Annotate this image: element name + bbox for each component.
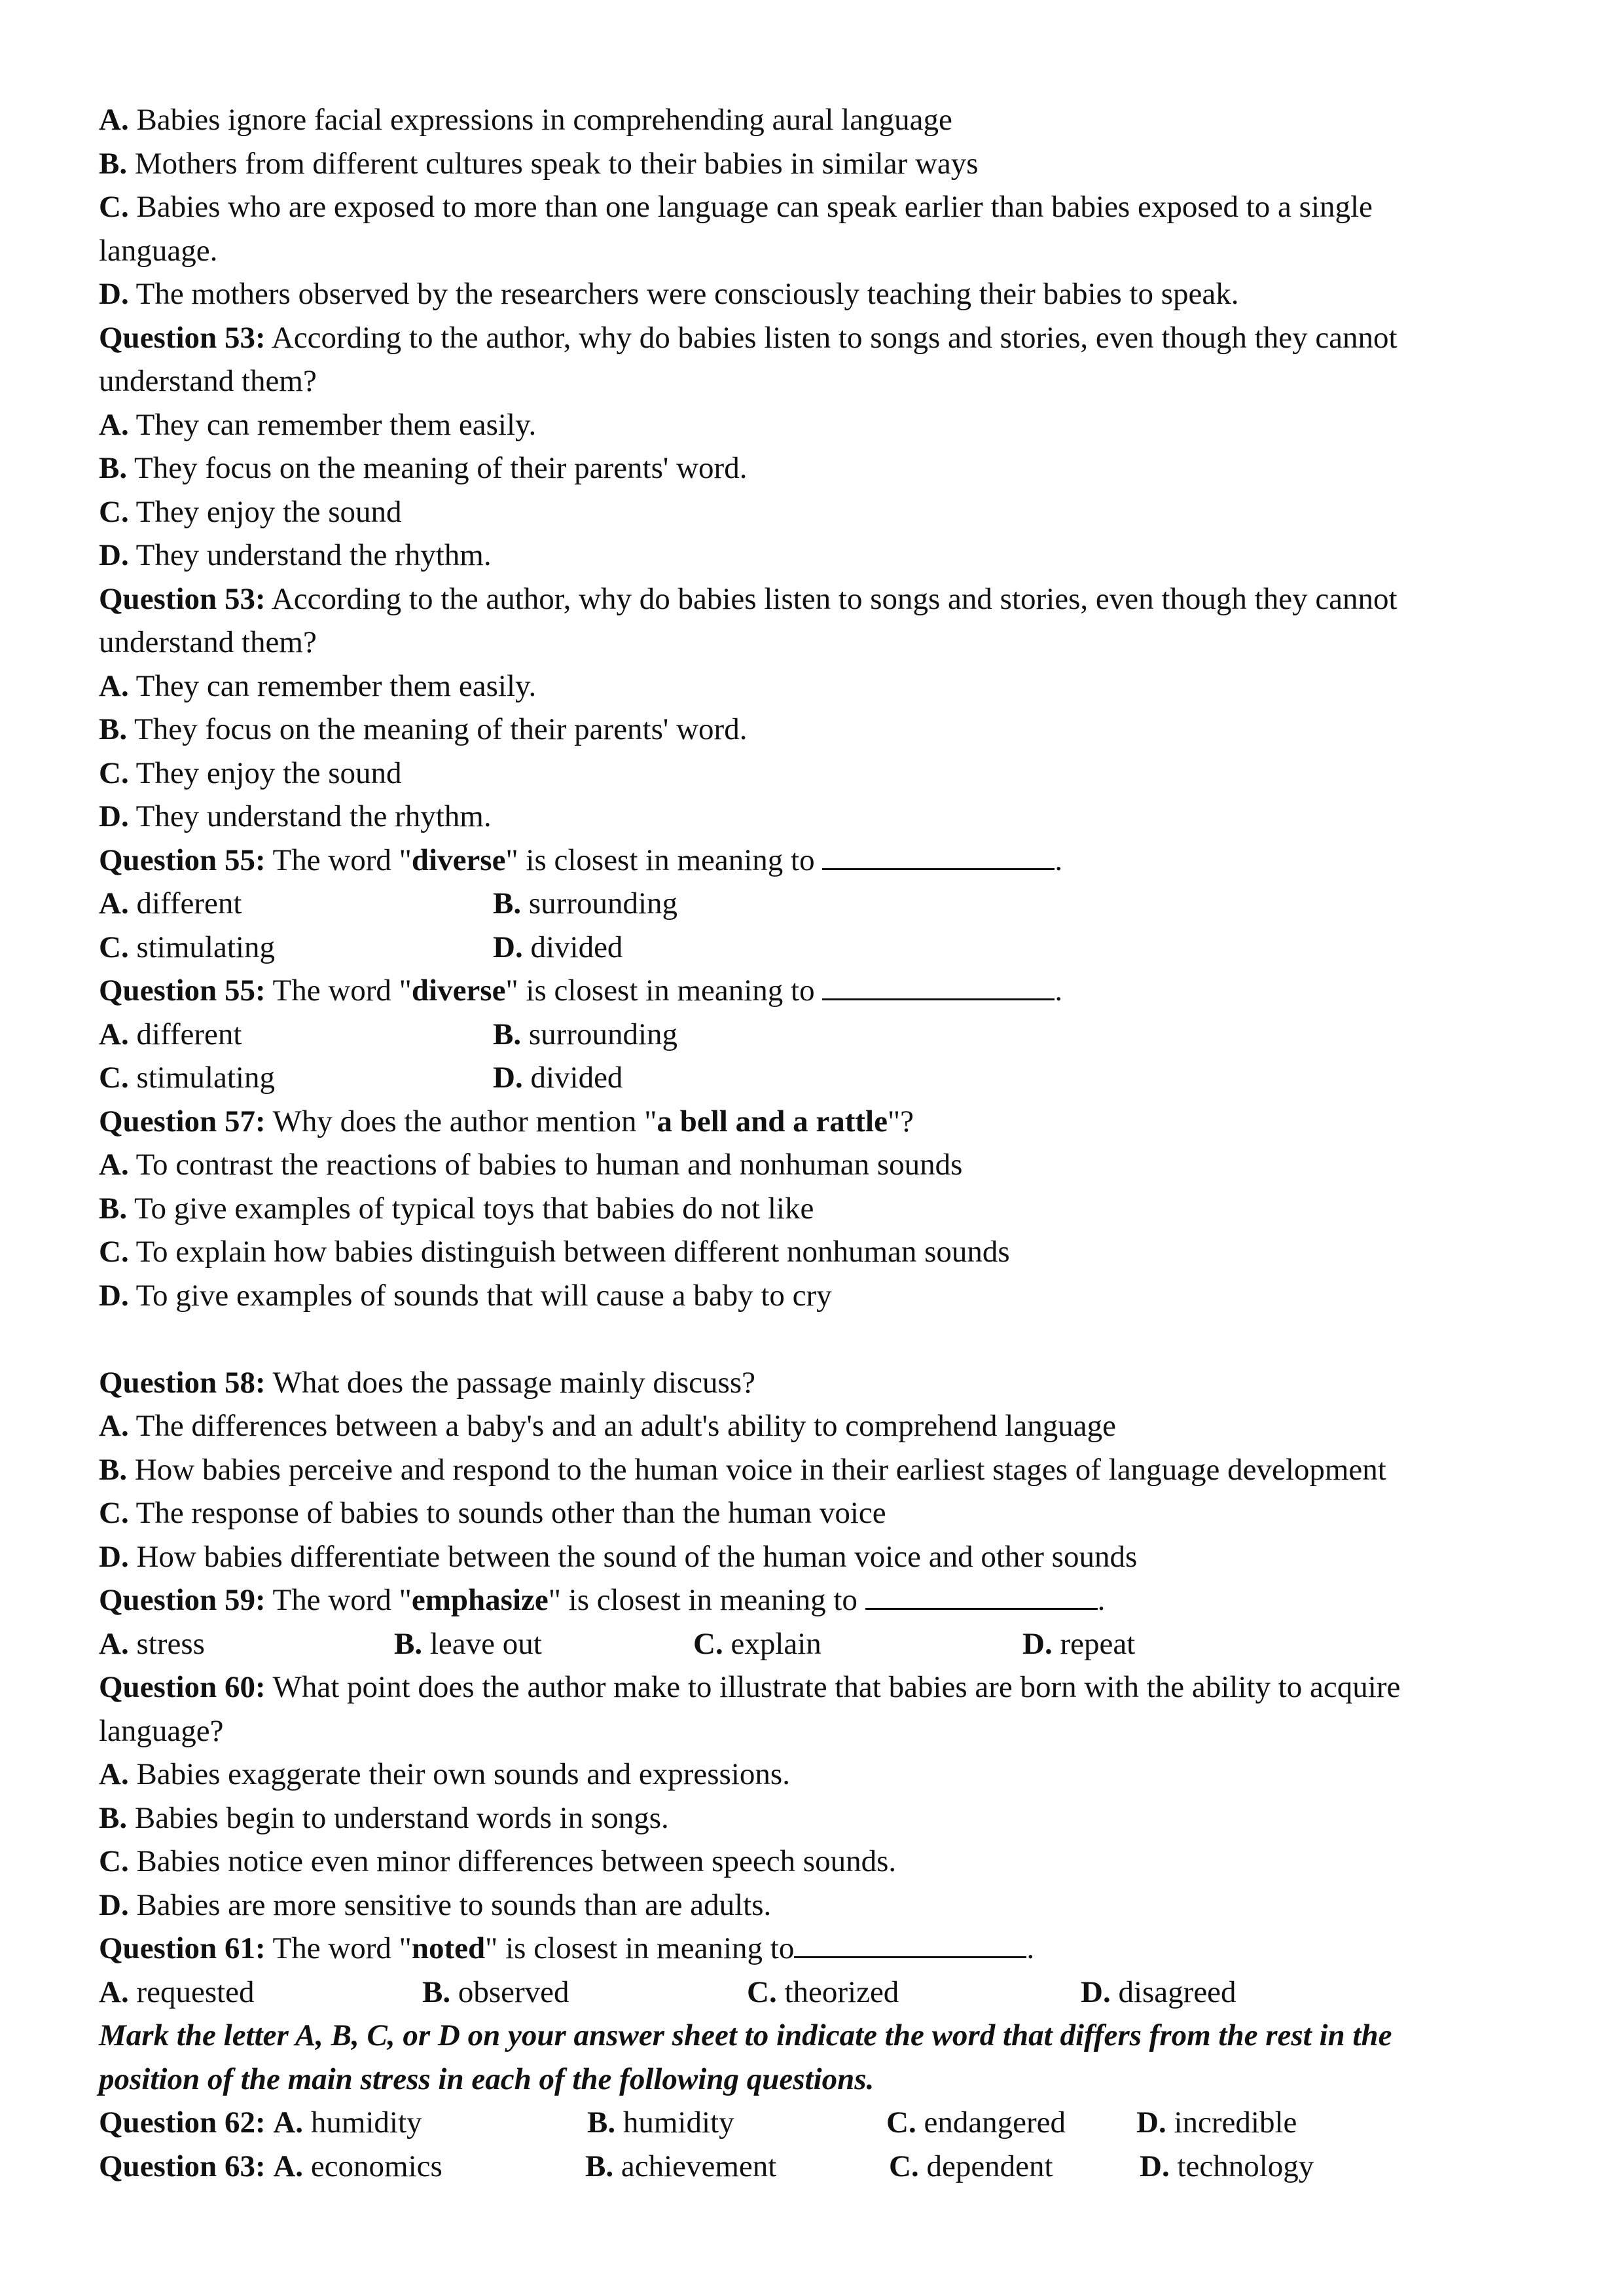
option-text: They focus on the meaning of their parents' word. bbox=[134, 451, 748, 485]
option-d bbox=[99, 1884, 1506, 1927]
option-text: theorized bbox=[784, 1975, 899, 2009]
option-text: leave out bbox=[429, 1626, 542, 1661]
option-text: They can remember them easily. bbox=[135, 668, 537, 703]
question-60 bbox=[99, 1666, 1506, 1927]
question-stem bbox=[99, 1666, 1506, 1709]
option-text: To give examples of sounds that will cause a baby to cry bbox=[135, 1278, 832, 1313]
target-word: diverse bbox=[411, 843, 506, 877]
option-text: How babies perceive and respond to the human voice in their earliest stages of language development bbox=[134, 1452, 1386, 1487]
question-stem bbox=[99, 1578, 1506, 1622]
option-text: To contrast the reactions of babies to human and nonhuman sounds bbox=[135, 1148, 963, 1182]
option-c bbox=[747, 1971, 899, 2014]
option-letter: A. bbox=[99, 886, 129, 920]
option-text: dependent bbox=[926, 2149, 1053, 2183]
option-letter: D. bbox=[1081, 1975, 1111, 2009]
question-label: Question 58: bbox=[99, 1365, 266, 1400]
option-letter: A. bbox=[99, 1017, 129, 1051]
option-letter: C. bbox=[99, 190, 129, 224]
option-letter: A. bbox=[99, 1975, 129, 2009]
option-c bbox=[99, 185, 1506, 229]
option-d bbox=[99, 534, 1506, 577]
option-text: surrounding bbox=[528, 1017, 678, 1051]
question-text: . bbox=[1055, 974, 1063, 1008]
option-d bbox=[1081, 1971, 1236, 2014]
option-a bbox=[99, 2145, 442, 2189]
option-letter: A. bbox=[99, 1757, 129, 1791]
question-text: The word " bbox=[272, 1583, 412, 1617]
question-text: " is closest in meaning to bbox=[485, 1931, 795, 1965]
question-label: Question 61: bbox=[99, 1931, 266, 1965]
option-letter: D. bbox=[99, 799, 129, 833]
option-letter: D. bbox=[493, 1061, 523, 1095]
option-text: different bbox=[136, 1017, 242, 1051]
option-letter: B. bbox=[422, 1975, 451, 2009]
option-c bbox=[99, 926, 275, 970]
question-text: . bbox=[1097, 1583, 1106, 1617]
question-text: What point does the author make to illustrate that babies are born with the ability to acquire bbox=[272, 1670, 1401, 1704]
option-text: disagreed bbox=[1118, 1975, 1236, 2009]
question-58 bbox=[99, 1361, 1506, 1579]
option-text: They enjoy the sound bbox=[135, 494, 402, 529]
option-letter: B. bbox=[99, 451, 128, 485]
option-letter: D. bbox=[99, 1539, 129, 1574]
option-letter: B. bbox=[99, 1452, 128, 1487]
question-text: " is closest in meaning to bbox=[548, 1583, 865, 1617]
option-letter: C. bbox=[99, 1061, 129, 1095]
question-53-repeat bbox=[99, 577, 1506, 839]
option-text: The response of babies to sounds other than the human voice bbox=[135, 1496, 886, 1530]
answer-blank bbox=[865, 1580, 1098, 1610]
question-stem bbox=[99, 969, 1506, 1013]
option-d bbox=[99, 272, 1506, 316]
option-text: requested bbox=[136, 1975, 255, 2009]
option-b bbox=[587, 2101, 734, 2145]
question-text: . bbox=[1026, 1931, 1035, 1965]
question-stem bbox=[99, 577, 1506, 621]
option-letter: C. bbox=[693, 1626, 723, 1661]
question-text: understand them? bbox=[99, 625, 317, 659]
option-letter: A. bbox=[273, 2105, 304, 2140]
option-a bbox=[99, 403, 1506, 447]
question-55-repeat bbox=[99, 969, 1506, 1100]
option-text: surrounding bbox=[528, 886, 678, 920]
options-row bbox=[99, 882, 1506, 926]
target-word: noted bbox=[411, 1931, 486, 1965]
section-instruction bbox=[99, 2014, 1506, 2101]
option-letter: A. bbox=[99, 1148, 129, 1182]
question-stem bbox=[99, 1927, 1506, 1971]
question-stem-continued bbox=[99, 621, 1506, 665]
question-label: Question 60: bbox=[99, 1670, 266, 1704]
option-letter: D. bbox=[493, 930, 523, 964]
option-letter: A. bbox=[99, 407, 129, 442]
option-text: stimulating bbox=[136, 1061, 275, 1095]
question-text: The word " bbox=[272, 843, 412, 877]
option-d bbox=[99, 1274, 1506, 1318]
option-b bbox=[99, 708, 1506, 752]
option-b bbox=[99, 1448, 1506, 1492]
option-c bbox=[99, 752, 1506, 795]
question-text: According to the author, why do babies listen to songs and stories, even though they cannot bbox=[271, 320, 1398, 355]
option-c bbox=[99, 1491, 1506, 1535]
option-letter: D. bbox=[99, 1887, 129, 1922]
option-letter: D. bbox=[1140, 2149, 1170, 2183]
target-word: emphasize bbox=[411, 1583, 549, 1617]
option-letter: D. bbox=[99, 538, 129, 572]
option-d bbox=[493, 926, 623, 970]
question-text: understand them? bbox=[99, 364, 317, 398]
option-letter: D. bbox=[1136, 2105, 1166, 2140]
option-text: stimulating bbox=[136, 930, 275, 964]
option-text: They focus on the meaning of their parents' word. bbox=[134, 712, 748, 746]
option-text: Mothers from different cultures speak to their babies in similar ways bbox=[134, 146, 979, 181]
instruction-line: position of the main stress in each of the following questions. bbox=[99, 2062, 875, 2096]
option-letter: C. bbox=[99, 1235, 129, 1269]
option-text: economics bbox=[310, 2149, 442, 2183]
option-text: observed bbox=[458, 1975, 569, 2009]
option-text: technology bbox=[1177, 2149, 1314, 2183]
option-letter: A. bbox=[99, 668, 129, 703]
question-stem-continued bbox=[99, 359, 1506, 403]
option-letter: B. bbox=[99, 1800, 128, 1835]
option-b bbox=[493, 1013, 677, 1057]
option-c bbox=[99, 1230, 1506, 1274]
option-letter: C. bbox=[747, 1975, 777, 2009]
option-text: stress bbox=[136, 1626, 205, 1661]
question-text: What does the passage mainly discuss? bbox=[272, 1365, 755, 1400]
option-letter: B. bbox=[99, 1191, 128, 1226]
question-label: Question 63: bbox=[99, 2149, 266, 2183]
question-stem bbox=[99, 1361, 1506, 1405]
question-text: According to the author, why do babies listen to songs and stories, even though they cannot bbox=[271, 581, 1398, 616]
question-59 bbox=[99, 1578, 1506, 1666]
option-a bbox=[99, 1622, 205, 1666]
question-label: Question 55: bbox=[99, 974, 266, 1008]
option-letter: B. bbox=[99, 146, 128, 181]
option-c bbox=[99, 490, 1506, 534]
question-62 bbox=[99, 2101, 1506, 2145]
option-text: repeat bbox=[1060, 1626, 1136, 1661]
option-d bbox=[1140, 2145, 1314, 2189]
question-63 bbox=[99, 2145, 1506, 2189]
answer-blank bbox=[822, 841, 1055, 870]
option-letter: A. bbox=[99, 103, 129, 137]
option-letter: C. bbox=[99, 494, 129, 529]
option-letter: D. bbox=[1022, 1626, 1053, 1661]
options-row bbox=[99, 1013, 1506, 1057]
question-text: The word " bbox=[272, 1931, 412, 1965]
option-b bbox=[422, 1971, 569, 2014]
options-row bbox=[99, 1056, 1506, 1100]
option-text: humidity bbox=[310, 2105, 422, 2140]
option-letter: C. bbox=[99, 930, 129, 964]
option-letter: D. bbox=[99, 277, 129, 311]
option-c bbox=[99, 1840, 1506, 1884]
option-letter: A. bbox=[99, 1409, 129, 1443]
option-text: divided bbox=[530, 930, 623, 964]
answer-blank bbox=[822, 971, 1055, 1000]
option-d bbox=[493, 1056, 623, 1100]
option-text: language. bbox=[99, 233, 218, 268]
option-letter: B. bbox=[493, 886, 522, 920]
question-61 bbox=[99, 1927, 1506, 2014]
question-stem bbox=[99, 1100, 1506, 1144]
option-text: incredible bbox=[1174, 2105, 1297, 2140]
option-text: Babies notice even minor differences between speech sounds. bbox=[136, 1844, 897, 1878]
exam-page bbox=[99, 98, 1506, 2188]
option-text: Babies ignore facial expressions in comprehending aural language bbox=[136, 103, 952, 137]
question-label: Question 53: bbox=[99, 320, 266, 355]
question-label: Question 59: bbox=[99, 1583, 266, 1617]
option-letter: B. bbox=[587, 2105, 616, 2140]
option-letter: C. bbox=[99, 756, 129, 790]
option-letter: C. bbox=[99, 1496, 129, 1530]
question-text: Why does the author mention " bbox=[272, 1104, 657, 1139]
option-letter: A. bbox=[99, 1626, 129, 1661]
options-row bbox=[99, 926, 1506, 970]
option-d bbox=[1136, 2101, 1297, 2145]
option-b bbox=[99, 1796, 1506, 1840]
options-row bbox=[99, 1971, 1506, 2014]
option-a bbox=[99, 1971, 255, 2014]
option-b bbox=[493, 882, 677, 926]
option-c bbox=[693, 1622, 821, 1666]
option-text: The differences between a baby's and an adult's ability to comprehend language bbox=[135, 1409, 1116, 1443]
question-stem bbox=[99, 316, 1506, 360]
option-a bbox=[99, 665, 1506, 708]
option-letter: C. bbox=[886, 2105, 916, 2140]
answer-blank bbox=[794, 1929, 1026, 1958]
question-label: Question 55: bbox=[99, 843, 266, 877]
option-text: How babies differentiate between the sound of the human voice and other sounds bbox=[136, 1539, 1138, 1574]
option-letter: B. bbox=[585, 2149, 614, 2183]
option-a bbox=[99, 882, 242, 926]
option-text: endangered bbox=[924, 2105, 1066, 2140]
option-text: To give examples of typical toys that babies do not like bbox=[134, 1191, 814, 1226]
option-letter: C. bbox=[889, 2149, 919, 2183]
option-a bbox=[99, 98, 1506, 142]
option-b bbox=[99, 446, 1506, 490]
option-a bbox=[99, 1404, 1506, 1448]
question-text: The word " bbox=[272, 974, 412, 1008]
question-stem bbox=[99, 839, 1506, 883]
option-d bbox=[99, 1535, 1506, 1579]
option-text: Babies are more sensitive to sounds than are adults. bbox=[136, 1887, 772, 1922]
question-text: . bbox=[1055, 843, 1063, 877]
question-text: " is closest in meaning to bbox=[505, 974, 823, 1008]
option-a bbox=[99, 1143, 1506, 1187]
options-row bbox=[99, 1622, 1506, 1666]
question-53 bbox=[99, 316, 1506, 577]
option-text: They enjoy the sound bbox=[135, 756, 402, 790]
instruction-line: Mark the letter A, B, C, or D on your answer sheet to indicate the word that differs from the rest in the bbox=[99, 2018, 1392, 2052]
option-text: humidity bbox=[623, 2105, 734, 2140]
option-text: explain bbox=[731, 1626, 821, 1661]
question-55 bbox=[99, 839, 1506, 970]
option-text: They understand the rhythm. bbox=[135, 538, 492, 572]
option-text: The mothers observed by the researchers were consciously teaching their babies to speak. bbox=[135, 277, 1239, 311]
question-label: Question 62: bbox=[99, 2105, 266, 2140]
option-letter: C. bbox=[99, 1844, 129, 1878]
option-a bbox=[99, 1013, 242, 1057]
option-d bbox=[99, 795, 1506, 839]
option-b bbox=[585, 2145, 776, 2189]
option-a bbox=[99, 2101, 422, 2145]
option-text: They can remember them easily. bbox=[135, 407, 537, 442]
question-57 bbox=[99, 1100, 1506, 1318]
target-phrase: a bell and a rattle bbox=[657, 1104, 888, 1139]
question-text: language? bbox=[99, 1713, 224, 1748]
option-letter: B. bbox=[394, 1626, 423, 1661]
question-label: Question 57: bbox=[99, 1104, 266, 1139]
option-d bbox=[1022, 1622, 1135, 1666]
option-b bbox=[99, 1187, 1506, 1231]
option-text: They understand the rhythm. bbox=[135, 799, 492, 833]
option-letter: B. bbox=[493, 1017, 522, 1051]
option-c bbox=[886, 2101, 1066, 2145]
blank-line bbox=[99, 1317, 1506, 1361]
option-c-continued bbox=[99, 229, 1506, 273]
option-text: Babies exaggerate their own sounds and expressions. bbox=[136, 1757, 790, 1791]
option-c bbox=[99, 1056, 275, 1100]
option-b bbox=[394, 1622, 542, 1666]
question-stem-continued bbox=[99, 1709, 1506, 1753]
option-letter: A. bbox=[273, 2149, 304, 2183]
option-text: divided bbox=[530, 1061, 623, 1095]
option-text: To explain how babies distinguish between different nonhuman sounds bbox=[135, 1235, 1010, 1269]
option-text: Babies who are exposed to more than one language can speak earlier than babies exposed to a single bbox=[136, 190, 1373, 224]
option-text: Babies begin to understand words in songs. bbox=[134, 1800, 669, 1835]
option-a bbox=[99, 1753, 1506, 1796]
question-52-options bbox=[99, 98, 1506, 316]
target-word: diverse bbox=[411, 974, 506, 1008]
option-text: different bbox=[136, 886, 242, 920]
option-text: achievement bbox=[621, 2149, 777, 2183]
question-text: "? bbox=[887, 1104, 914, 1139]
option-letter: B. bbox=[99, 712, 128, 746]
option-c bbox=[889, 2145, 1053, 2189]
option-letter: D. bbox=[99, 1278, 129, 1313]
option-b bbox=[99, 142, 1506, 186]
question-text: " is closest in meaning to bbox=[505, 843, 823, 877]
question-label: Question 53: bbox=[99, 581, 266, 616]
